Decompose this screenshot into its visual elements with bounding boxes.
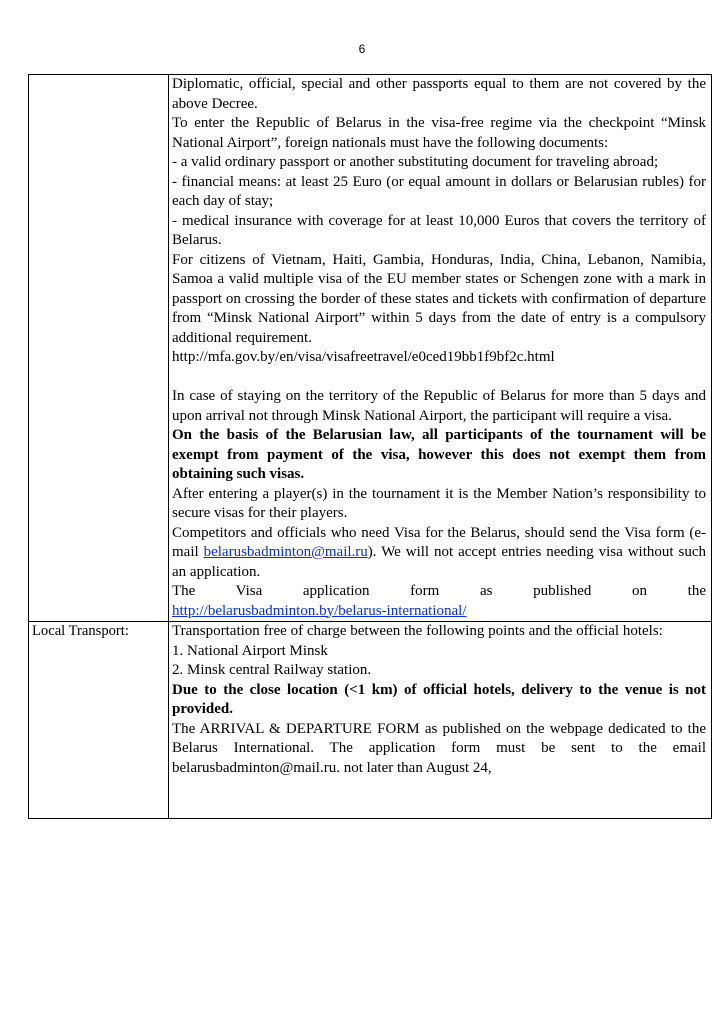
visa-content [169,75,712,622]
visa-form-text-before: Competitors and officials who need Visa for the Belarus, should send the Visa form (e-mail [172,524,706,560]
visa-paragraph-stay: In case of staying on the territory of the Republic of Belarus for more than 5 days and upon arrival not through Minsk National Airport, the participant will require a visa. [172,388,706,424]
visa-form-text-after: ). We will not accept entries needing visa without such an application. [172,544,706,580]
page-number: 6 [358,42,366,56]
transport-paragraph-form: The ARRIVAL & DEPARTURE FORM as published on the webpage dedicated to the Belarus International. The application form must be sent to the email belarusbadminton@mail.ru. not later than August 24, [172,720,706,776]
visa-email-link[interactable]: belarusbadminton@mail.ru [203,544,368,560]
row-label-transport: Local Transport: [29,622,169,819]
visa-mfa-url: http://mfa.gov.by/en/visa/visafreetravel/e0ced19bb1f9bf2c.html [172,349,555,365]
visa-item-passport: - a valid ordinary passport or another substituting document for traveling abroad; [172,154,659,170]
table-row-transport [29,622,712,819]
spacer [172,368,706,388]
visa-item-financial: - financial means: at least 25 Euro (or equal amount in dollars or Belarusian rubles) for each day of stay; [172,173,706,209]
transport-paragraph-location: Due to the close location (<1 km) of official hotels, delivery to the venue is not provided. [172,681,706,717]
transport-content [169,622,712,819]
visa-application-form-text: The Visa application form as published on the [172,583,706,599]
visa-paragraph-entry: To enter the Republic of Belarus in the visa-free regime via the checkpoint “Minsk National Airport”, foreign nationals must have the following documents: [172,115,706,151]
visa-application-link[interactable]: http://belarusbadminton.by/belarus-international/ [172,602,467,619]
visa-paragraph-form [172,524,706,583]
visa-paragraph-exemption: On the basis of the Belarusian law, all participants of the tournament will be exempt from payment of the visa, however this does not exempt them from obtaining such visas. [172,427,706,482]
visa-paragraph-citizens: For citizens of Vietnam, Haiti, Gambia, Honduras, India, China, Lebanon, Namibia, Samoa a valid multiple visa of the EU member states or Schengen zone with a mark in passport on crossing the border of these states and tickets with confirmation of departure from “Minsk National Airport” within 5 days from the date of entry is a compulsory additional requirement. [172,251,706,346]
transport-item-railway: 2. Minsk central Railway station. [172,662,372,678]
transport-paragraph-free: Transportation free of charge between the following points and the official hotels: [172,623,663,639]
visa-paragraph-passports: Diplomatic, official, special and other passports equal to them are not covered by the above Decree. [172,76,706,112]
row-label-visa [29,75,169,622]
transport-item-airport: 1. National Airport Minsk [172,642,328,659]
visa-paragraph-responsibility: After entering a player(s) in the tournament it is the Member Nation’s responsibility to secure visas for their players. [172,485,706,521]
table-row-visa [29,75,712,622]
info-table [28,74,712,819]
visa-item-insurance: - medical insurance with coverage for at least 10,000 Euros that covers the territory of Belarus. [172,212,706,248]
